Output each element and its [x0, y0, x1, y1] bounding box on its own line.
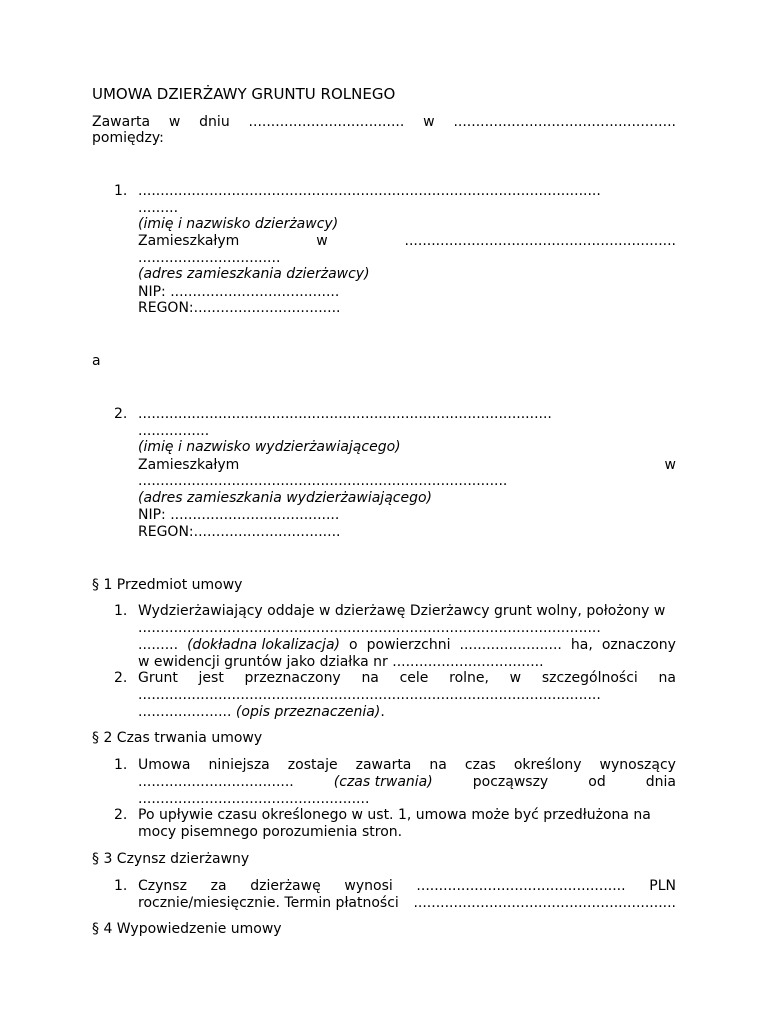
sec2-item1-line3: ....................................................: [138, 791, 370, 807]
residence-blank: .............................................................: [404, 233, 676, 249]
party2-nip: NIP: ......................................: [138, 507, 340, 523]
text-word: za: [210, 878, 227, 894]
rent-amount-blank: ...............................................: [416, 878, 626, 894]
text-word: od: [588, 774, 606, 790]
residence-label: Zamieszkałym: [138, 233, 240, 249]
text-word: dnia: [645, 774, 676, 790]
sec2-item1-number: 1.: [114, 757, 128, 773]
party2-residence-blank: ...................................................................................: [138, 473, 508, 489]
party2-number: 2.: [114, 406, 128, 422]
party1-nip: NIP: ......................................: [138, 284, 340, 300]
party1-name-hint: (imię i nazwisko dzierżawcy): [138, 216, 339, 232]
payment-date-blank: ...........................................................: [413, 895, 676, 911]
text-word: zawarta: [355, 757, 412, 773]
text-word: w: [509, 670, 522, 686]
section-2-heading: § 2 Czas trwania umowy: [92, 730, 263, 746]
sec1-item1-line3: [138, 637, 676, 654]
text-run: rocznie/miesięcznie. Termin płatności: [138, 895, 399, 911]
sec2-item1-line1: [138, 757, 676, 774]
text-word: począwszy: [472, 774, 549, 790]
text-word: wynoszący: [599, 757, 676, 773]
text-word: niniejsza: [208, 757, 270, 773]
conjunction: a: [92, 353, 101, 369]
period: .: [380, 704, 385, 720]
sec1-item2-line2: ........................................................................................................: [138, 687, 601, 703]
text-word: powierzchni: [366, 637, 451, 653]
purpose-blank: .....................: [138, 704, 232, 720]
text-word: jest: [198, 670, 224, 686]
text-word: przeznaczony: [244, 670, 341, 686]
text-word: szczególności: [541, 670, 638, 686]
text-word: rolne,: [449, 670, 489, 686]
party1-residence-blank-cont: ................................: [138, 250, 281, 266]
residence-word: w: [316, 233, 328, 249]
party2-name-blank: .............................................................................................: [138, 406, 552, 422]
text-word: o: [349, 637, 358, 653]
text-word: oznaczony: [601, 637, 676, 653]
party2-address-hint: (adres zamieszkania wydzierżawiającego): [138, 490, 432, 506]
sec1-item2-line3: [138, 704, 385, 721]
section-1-heading: § 1 Przedmiot umowy: [92, 577, 243, 593]
document-title: UMOWA DZIERŻAWY GRUNTU ROLNEGO: [92, 85, 396, 103]
intro-word: dniu: [199, 114, 230, 130]
residence-label: Zamieszkałym: [138, 457, 240, 473]
text-word: na: [361, 670, 379, 686]
text-word: czas: [464, 757, 496, 773]
intro-word: Zawarta: [92, 114, 151, 130]
sec1-item1-line2: ........................................................................................................: [138, 620, 601, 636]
party1-regon: REGON:.................................: [138, 300, 341, 316]
sec2-item2-line1: Po upływie czasu określonego w ust. 1, umowa może być przedłużona na: [138, 807, 651, 823]
date-blank: ...................................: [248, 114, 405, 130]
intro-word: w: [423, 114, 435, 130]
party2-residence-line: [138, 457, 676, 474]
sec1-item2-line1: [138, 670, 676, 687]
sec2-item1-line2: [138, 774, 676, 791]
sec3-item1-line1: [138, 878, 676, 895]
purpose-hint: (opis przeznaczenia): [235, 704, 381, 720]
party1-name-blank-cont: .........: [138, 200, 179, 216]
text-word: zostaje: [287, 757, 338, 773]
sec3-item1-line2: [138, 895, 676, 912]
place-blank: ..................................................: [453, 114, 676, 130]
sec3-item1-number: 1.: [114, 878, 128, 894]
text-word: ha,: [570, 637, 593, 653]
text-word: Grunt: [138, 670, 178, 686]
area-blank: .......................: [459, 637, 562, 653]
sec1-item1-number: 1.: [114, 603, 128, 619]
section-3-heading: § 3 Czynsz dzierżawny: [92, 851, 250, 867]
intro-line: [92, 114, 676, 131]
text-word: Czynsz: [138, 878, 187, 894]
text-word: cele: [399, 670, 429, 686]
party2-name-hint: (imię i nazwisko wydzierżawiającego): [138, 439, 401, 455]
location-hint: (dokładna lokalizacja): [187, 637, 340, 653]
party2-name-blank-cont: ................: [138, 423, 210, 439]
sec1-item2-number: 2.: [114, 670, 128, 686]
party1-residence-line: [138, 233, 676, 250]
party1-address-hint: (adres zamieszkania dzierżawcy): [138, 266, 370, 282]
text-word: dzierżawę: [250, 878, 321, 894]
location-blank: .........: [138, 637, 179, 653]
sec1-item1-line1: Wydzierżawiający oddaje w dzierżawę Dzierżawcy grunt wolny, położony w: [138, 603, 666, 619]
text-word: na: [429, 757, 447, 773]
text-word: określony: [513, 757, 582, 773]
sec2-item2-line2: mocy pisemnego porozumienia stron.: [138, 824, 403, 840]
text-word: wynosi: [344, 878, 393, 894]
text-word: Umowa: [138, 757, 191, 773]
duration-hint: (czas trwania): [333, 774, 433, 790]
party1-name-blank: ........................................................................................................: [138, 183, 601, 199]
section-4-heading: § 4 Wypowiedzenie umowy: [92, 921, 282, 937]
residence-word: w: [664, 457, 676, 473]
party1-number: 1.: [114, 183, 128, 199]
intro-word: w: [168, 114, 181, 130]
sec2-item2-number: 2.: [114, 807, 128, 823]
text-word: na: [658, 670, 676, 686]
duration-blank: ...................................: [138, 774, 294, 790]
intro-continuation: pomiędzy:: [92, 130, 164, 146]
party2-regon: REGON:.................................: [138, 524, 341, 540]
sec1-item1-line4: w ewidencji gruntów jako działka nr ..................................: [138, 654, 544, 670]
text-word: PLN: [649, 878, 676, 894]
